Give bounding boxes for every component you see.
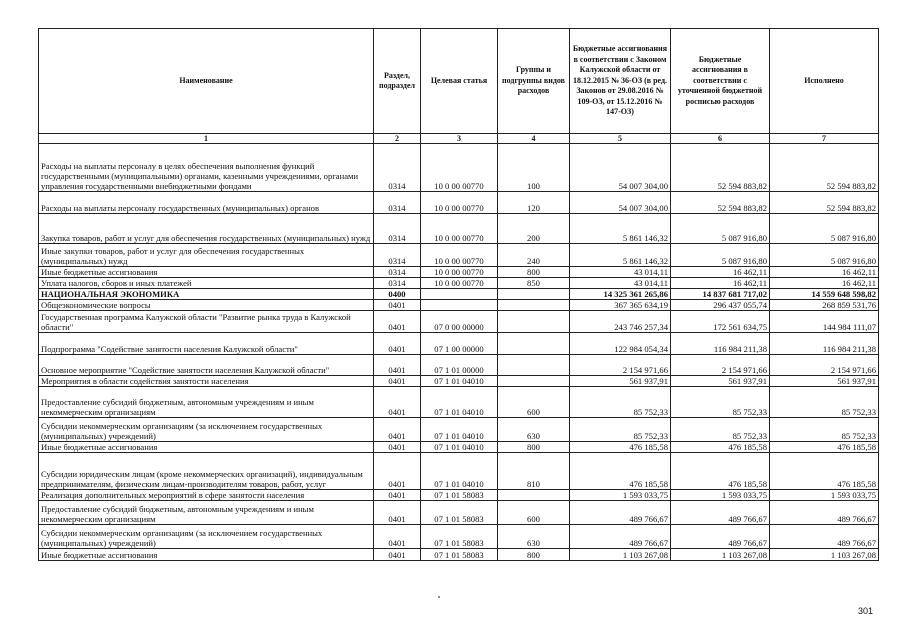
row-type: 810 xyxy=(498,453,570,490)
row-target: 07 1 01 04010 xyxy=(421,418,498,442)
header-law-allocation: Бюджетные ассигнования в соответствии с Законом Калужской области от 18.12.2015 № 36-ОЗ (в ред. Законов от 29.08.2016 № 109-ОЗ, от 15.12.2016 № 147-ОЗ) xyxy=(570,29,671,134)
row-section: 0401 xyxy=(374,376,421,387)
table-row xyxy=(39,192,879,214)
row-plan-amount: 85 752,33 xyxy=(671,387,770,418)
row-section: 0401 xyxy=(374,387,421,418)
row-executed-amount: 5 087 916,80 xyxy=(770,214,879,244)
row-executed-amount: 268 859 531,76 xyxy=(770,300,879,311)
row-law-amount: 476 185,58 xyxy=(570,442,671,453)
row-plan-amount: 52 594 883,82 xyxy=(671,144,770,192)
row-name: Государственная программа Калужской области "Развитие рынка труда в Калужской области" xyxy=(39,311,374,333)
table-row xyxy=(39,355,879,376)
row-law-amount: 5 861 146,32 xyxy=(570,214,671,244)
row-law-amount: 122 984 054,34 xyxy=(570,333,671,355)
column-number: 6 xyxy=(671,134,770,144)
row-name: Иные бюджетные ассигнования xyxy=(39,549,374,561)
row-section: 0314 xyxy=(374,267,421,278)
column-number: 1 xyxy=(39,134,374,144)
row-type: 600 xyxy=(498,501,570,525)
row-section: 0401 xyxy=(374,333,421,355)
header-row xyxy=(39,29,879,134)
row-target xyxy=(421,300,498,311)
row-type: 800 xyxy=(498,267,570,278)
row-executed-amount: 85 752,33 xyxy=(770,418,879,442)
row-type: 240 xyxy=(498,244,570,267)
row-name: Субсидии некоммерческим организациям (за исключением государственных (муниципальных) учреждений) xyxy=(39,525,374,549)
row-section: 0314 xyxy=(374,192,421,214)
table-row xyxy=(39,549,879,561)
row-law-amount: 1 593 033,75 xyxy=(570,490,671,501)
row-executed-amount: 489 766,67 xyxy=(770,501,879,525)
row-law-amount: 85 752,33 xyxy=(570,418,671,442)
row-type: 100 xyxy=(498,144,570,192)
table-row xyxy=(39,418,879,442)
row-section: 0401 xyxy=(374,490,421,501)
row-executed-amount: 52 594 883,82 xyxy=(770,192,879,214)
row-target: 07 1 01 04010 xyxy=(421,387,498,418)
row-name: Субсидии юридическим лицам (кроме некоммерческих организаций), индивидуальным предпринимателям, физическим лицам-производителям товаров, работ, услуг xyxy=(39,453,374,490)
row-executed-amount: 14 559 648 598,82 xyxy=(770,289,879,300)
row-section: 0314 xyxy=(374,144,421,192)
row-law-amount: 489 766,67 xyxy=(570,525,671,549)
row-name: Иные закупки товаров, работ и услуг для обеспечения государственных (муниципальных) нужд xyxy=(39,244,374,267)
row-section: 0401 xyxy=(374,355,421,376)
row-executed-amount: 561 937,91 xyxy=(770,376,879,387)
page-number: 301 xyxy=(858,606,874,616)
row-plan-amount: 561 937,91 xyxy=(671,376,770,387)
header-target-article: Целевая статья xyxy=(421,29,498,134)
column-number: 4 xyxy=(498,134,570,144)
table-row xyxy=(39,376,879,387)
row-type xyxy=(498,300,570,311)
table-row xyxy=(39,289,879,300)
row-executed-amount: 1 103 267,08 xyxy=(770,549,879,561)
row-name: Предоставление субсидий бюджетным, автономным учреждениям и иным некоммерческим организациям xyxy=(39,501,374,525)
row-section: 0401 xyxy=(374,418,421,442)
row-target: 10 0 00 00770 xyxy=(421,244,498,267)
row-executed-amount: 16 462,11 xyxy=(770,278,879,289)
table-row xyxy=(39,244,879,267)
row-target: 10 0 00 00770 xyxy=(421,214,498,244)
row-type xyxy=(498,333,570,355)
row-target: 10 0 00 00770 xyxy=(421,192,498,214)
budget-sheet xyxy=(38,28,878,561)
row-plan-amount: 116 984 211,38 xyxy=(671,333,770,355)
budget-table xyxy=(38,28,879,561)
row-target: 10 0 00 00770 xyxy=(421,144,498,192)
header-section: Раздел, подраздел xyxy=(374,29,421,134)
table-row xyxy=(39,144,879,192)
row-plan-amount: 1 103 267,08 xyxy=(671,549,770,561)
row-law-amount: 561 937,91 xyxy=(570,376,671,387)
row-executed-amount: 144 984 111,07 xyxy=(770,311,879,333)
row-law-amount: 14 325 361 265,86 xyxy=(570,289,671,300)
row-plan-amount: 2 154 971,66 xyxy=(671,355,770,376)
row-name: НАЦИОНАЛЬНАЯ ЭКОНОМИКА xyxy=(39,289,374,300)
row-law-amount: 85 752,33 xyxy=(570,387,671,418)
table-row xyxy=(39,267,879,278)
row-section: 0314 xyxy=(374,214,421,244)
row-executed-amount: 1 593 033,75 xyxy=(770,490,879,501)
row-plan-amount: 172 561 634,75 xyxy=(671,311,770,333)
row-type: 630 xyxy=(498,525,570,549)
row-plan-amount: 5 087 916,80 xyxy=(671,244,770,267)
row-section: 0401 xyxy=(374,453,421,490)
header-expense-type: Группы и подгруппы видов расходов xyxy=(498,29,570,134)
row-section: 0401 xyxy=(374,442,421,453)
row-executed-amount: 16 462,11 xyxy=(770,267,879,278)
scan-speck xyxy=(438,596,440,598)
row-target: 07 1 01 04010 xyxy=(421,442,498,453)
header-executed: Исполнено xyxy=(770,29,879,134)
row-plan-amount: 1 593 033,75 xyxy=(671,490,770,501)
row-type xyxy=(498,311,570,333)
row-type xyxy=(498,490,570,501)
table-row xyxy=(39,490,879,501)
row-name: Основное мероприятие "Содействие занятости населения Калужской области" xyxy=(39,355,374,376)
table-row xyxy=(39,300,879,311)
row-name: Мероприятия в области содействия занятости населения xyxy=(39,376,374,387)
row-target: 10 0 00 00770 xyxy=(421,278,498,289)
row-law-amount: 1 103 267,08 xyxy=(570,549,671,561)
column-number: 5 xyxy=(570,134,671,144)
table-row xyxy=(39,333,879,355)
row-law-amount: 54 007 304,00 xyxy=(570,144,671,192)
row-plan-amount: 5 087 916,80 xyxy=(671,214,770,244)
row-law-amount: 2 154 971,66 xyxy=(570,355,671,376)
row-section: 0401 xyxy=(374,501,421,525)
row-executed-amount: 116 984 211,38 xyxy=(770,333,879,355)
row-plan-amount: 16 462,11 xyxy=(671,267,770,278)
row-type xyxy=(498,355,570,376)
header-plan-allocation: Бюджетные ассигнования в соответствии с уточненной бюджетной росписью расходов xyxy=(671,29,770,134)
row-plan-amount: 52 594 883,82 xyxy=(671,192,770,214)
row-plan-amount: 85 752,33 xyxy=(671,418,770,442)
row-plan-amount: 14 837 681 717,02 xyxy=(671,289,770,300)
row-type: 850 xyxy=(498,278,570,289)
row-target xyxy=(421,289,498,300)
column-number: 3 xyxy=(421,134,498,144)
column-number: 7 xyxy=(770,134,879,144)
table-row xyxy=(39,387,879,418)
table-row xyxy=(39,525,879,549)
row-law-amount: 43 014,11 xyxy=(570,267,671,278)
row-target: 10 0 00 00770 xyxy=(421,267,498,278)
row-target: 07 0 00 00000 xyxy=(421,311,498,333)
row-plan-amount: 16 462,11 xyxy=(671,278,770,289)
column-number-row xyxy=(39,134,879,144)
row-type: 800 xyxy=(498,549,570,561)
table-row xyxy=(39,453,879,490)
row-law-amount: 476 185,58 xyxy=(570,453,671,490)
table-row xyxy=(39,501,879,525)
row-target: 07 1 01 04010 xyxy=(421,376,498,387)
header-name: Наименование xyxy=(39,29,374,134)
row-plan-amount: 476 185,58 xyxy=(671,442,770,453)
row-target: 07 1 01 58083 xyxy=(421,525,498,549)
row-executed-amount: 476 185,58 xyxy=(770,453,879,490)
table-row xyxy=(39,214,879,244)
row-name: Предоставление субсидий бюджетным, автономным учреждениям и иным некоммерческим организациям xyxy=(39,387,374,418)
row-executed-amount: 52 594 883,82 xyxy=(770,144,879,192)
row-name: Расходы на выплаты персоналу в целях обеспечения выполнения функций государственными (муниципальными) органами, казенными учреждениями, органами управления государственными внебюджетными фондами xyxy=(39,144,374,192)
row-type: 200 xyxy=(498,214,570,244)
row-name: Иные бюджетные ассигнования xyxy=(39,267,374,278)
row-law-amount: 54 007 304,00 xyxy=(570,192,671,214)
row-type xyxy=(498,376,570,387)
row-section: 0401 xyxy=(374,525,421,549)
row-plan-amount: 489 766,67 xyxy=(671,525,770,549)
row-type: 800 xyxy=(498,442,570,453)
row-name: Закупка товаров, работ и услуг для обеспечения государственных (муниципальных) нужд xyxy=(39,214,374,244)
row-law-amount: 243 746 257,34 xyxy=(570,311,671,333)
row-target: 07 1 00 00000 xyxy=(421,333,498,355)
row-executed-amount: 476 185,58 xyxy=(770,442,879,453)
row-section: 0314 xyxy=(374,244,421,267)
row-section: 0401 xyxy=(374,311,421,333)
row-section: 0401 xyxy=(374,549,421,561)
column-number: 2 xyxy=(374,134,421,144)
row-target: 07 1 01 58083 xyxy=(421,490,498,501)
row-law-amount: 5 861 146,32 xyxy=(570,244,671,267)
row-law-amount: 367 365 634,19 xyxy=(570,300,671,311)
row-name: Реализация дополнительных мероприятий в сфере занятости населения xyxy=(39,490,374,501)
row-target: 07 1 01 58083 xyxy=(421,549,498,561)
row-law-amount: 43 014,11 xyxy=(570,278,671,289)
row-executed-amount: 2 154 971,66 xyxy=(770,355,879,376)
row-law-amount: 489 766,67 xyxy=(570,501,671,525)
row-section: 0314 xyxy=(374,278,421,289)
row-name: Расходы на выплаты персоналу государственных (муниципальных) органов xyxy=(39,192,374,214)
row-name: Общеэкономические вопросы xyxy=(39,300,374,311)
table-row xyxy=(39,442,879,453)
row-section: 0401 xyxy=(374,300,421,311)
row-plan-amount: 296 437 055,74 xyxy=(671,300,770,311)
row-type: 120 xyxy=(498,192,570,214)
row-target: 07 1 01 04010 xyxy=(421,453,498,490)
row-name: Иные бюджетные ассигнования xyxy=(39,442,374,453)
row-name: Подпрограмма "Содействие занятости населения Калужской области" xyxy=(39,333,374,355)
row-target: 07 1 01 58083 xyxy=(421,501,498,525)
row-type xyxy=(498,289,570,300)
row-plan-amount: 476 185,58 xyxy=(671,453,770,490)
row-executed-amount: 5 087 916,80 xyxy=(770,244,879,267)
row-executed-amount: 489 766,67 xyxy=(770,525,879,549)
table-row xyxy=(39,278,879,289)
row-plan-amount: 489 766,67 xyxy=(671,501,770,525)
row-type: 630 xyxy=(498,418,570,442)
row-type: 600 xyxy=(498,387,570,418)
table-row xyxy=(39,311,879,333)
row-target: 07 1 01 00000 xyxy=(421,355,498,376)
row-executed-amount: 85 752,33 xyxy=(770,387,879,418)
row-name: Субсидии некоммерческим организациям (за исключением государственных (муниципальных) учреждений) xyxy=(39,418,374,442)
row-section: 0400 xyxy=(374,289,421,300)
row-name: Уплата налогов, сборов и иных платежей xyxy=(39,278,374,289)
